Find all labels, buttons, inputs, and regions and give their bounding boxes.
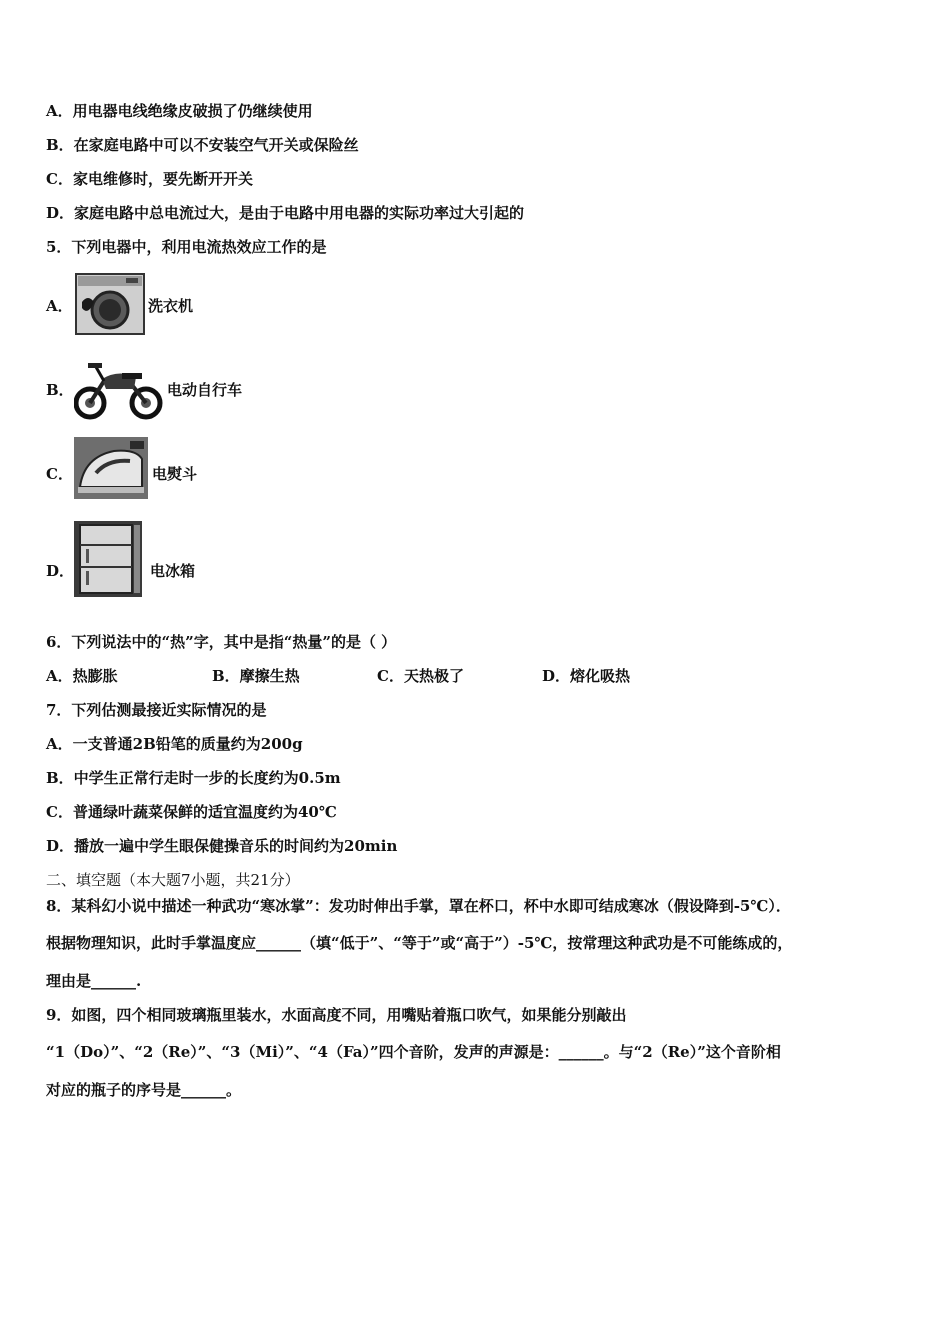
q7-option-c: C．普通绿叶蔬菜保鲜的适宜温度约为40℃ xyxy=(46,803,337,821)
q8-line-1: 8．某科幻小说中描述一种武功“寒冰掌”：发功时伸出手掌，罩在杯口，杯中水即可结成寒冰（假设降到-5℃）． xyxy=(46,897,791,915)
q9-line-1: 9．如图，四个相同玻璃瓶里装水，水面高度不同，用嘴贴着瓶口吹气，如果能分别敲出 xyxy=(46,1006,627,1024)
q6-option-a: A．热膨胀 xyxy=(46,667,118,685)
q5-option-c-letter: C． xyxy=(46,465,73,483)
q6-option-b: B．摩擦生热 xyxy=(212,667,300,685)
q6-option-d: D．熔化吸热 xyxy=(542,667,631,685)
q5-option-c-label: 电熨斗 xyxy=(152,465,198,483)
electric-bike-icon xyxy=(74,357,164,421)
q4-option-a: A．用电器电线绝缘皮破损了仍继续使用 xyxy=(46,102,313,120)
q5-option-d-letter: D． xyxy=(46,562,75,580)
q8-line-3: 理由是______. xyxy=(46,972,142,990)
q5-option-a-label: 洗衣机 xyxy=(148,297,194,315)
q7-stem: 7．下列估测最接近实际情况的是 xyxy=(46,701,267,719)
q5-option-a-letter: A． xyxy=(46,297,73,315)
q7-option-d: D．播放一遍中学生眼保健操音乐的时间约为20min xyxy=(46,837,398,855)
q9-line-2: “1（Do）”、“2（Re）”、“3（Mi）”、“4（Fa）”四个音阶，发声的声源是：______。与“2（Re）”这个音阶相 xyxy=(46,1043,781,1061)
section-2-title: 二、填空题（本大题7小题，共21分） xyxy=(46,871,300,889)
q6-option-c: C．天热极了 xyxy=(377,667,464,685)
q5-stem: 5．下列电器中，利用电流热效应工作的是 xyxy=(46,238,327,256)
q9-line-3: 对应的瓶子的序号是______。 xyxy=(46,1081,242,1099)
q5-option-b-label: 电动自行车 xyxy=(167,381,243,399)
q5-option-d-label: 电冰箱 xyxy=(150,562,196,580)
q4-option-b: B．在家庭电路中可以不安装空气开关或保险丝 xyxy=(46,136,359,154)
q4-option-d: D．家庭电路中总电流过大，是由于电路中用电器的实际功率过大引起的 xyxy=(46,204,525,222)
q4-option-c: C．家电维修时，要先断开开关 xyxy=(46,170,253,188)
refrigerator-icon xyxy=(74,521,142,597)
washing-machine-icon xyxy=(74,272,146,336)
q8-line-2: 根据物理知识，此时手掌温度应______（填“低于”、“等于”或“高于”）-5℃，按常理这种武功是不可能练成的， xyxy=(46,934,793,952)
q7-option-b: B．中学生正常行走时一步的长度约为0.5m xyxy=(46,769,341,787)
iron-icon xyxy=(74,437,148,499)
q5-option-b-letter: B． xyxy=(46,381,74,399)
q6-stem: 6．下列说法中的“热”字，其中是指“热量”的是（ ） xyxy=(46,633,397,651)
q7-option-a: A．一支普通2B铅笔的质量约为200g xyxy=(46,735,303,753)
